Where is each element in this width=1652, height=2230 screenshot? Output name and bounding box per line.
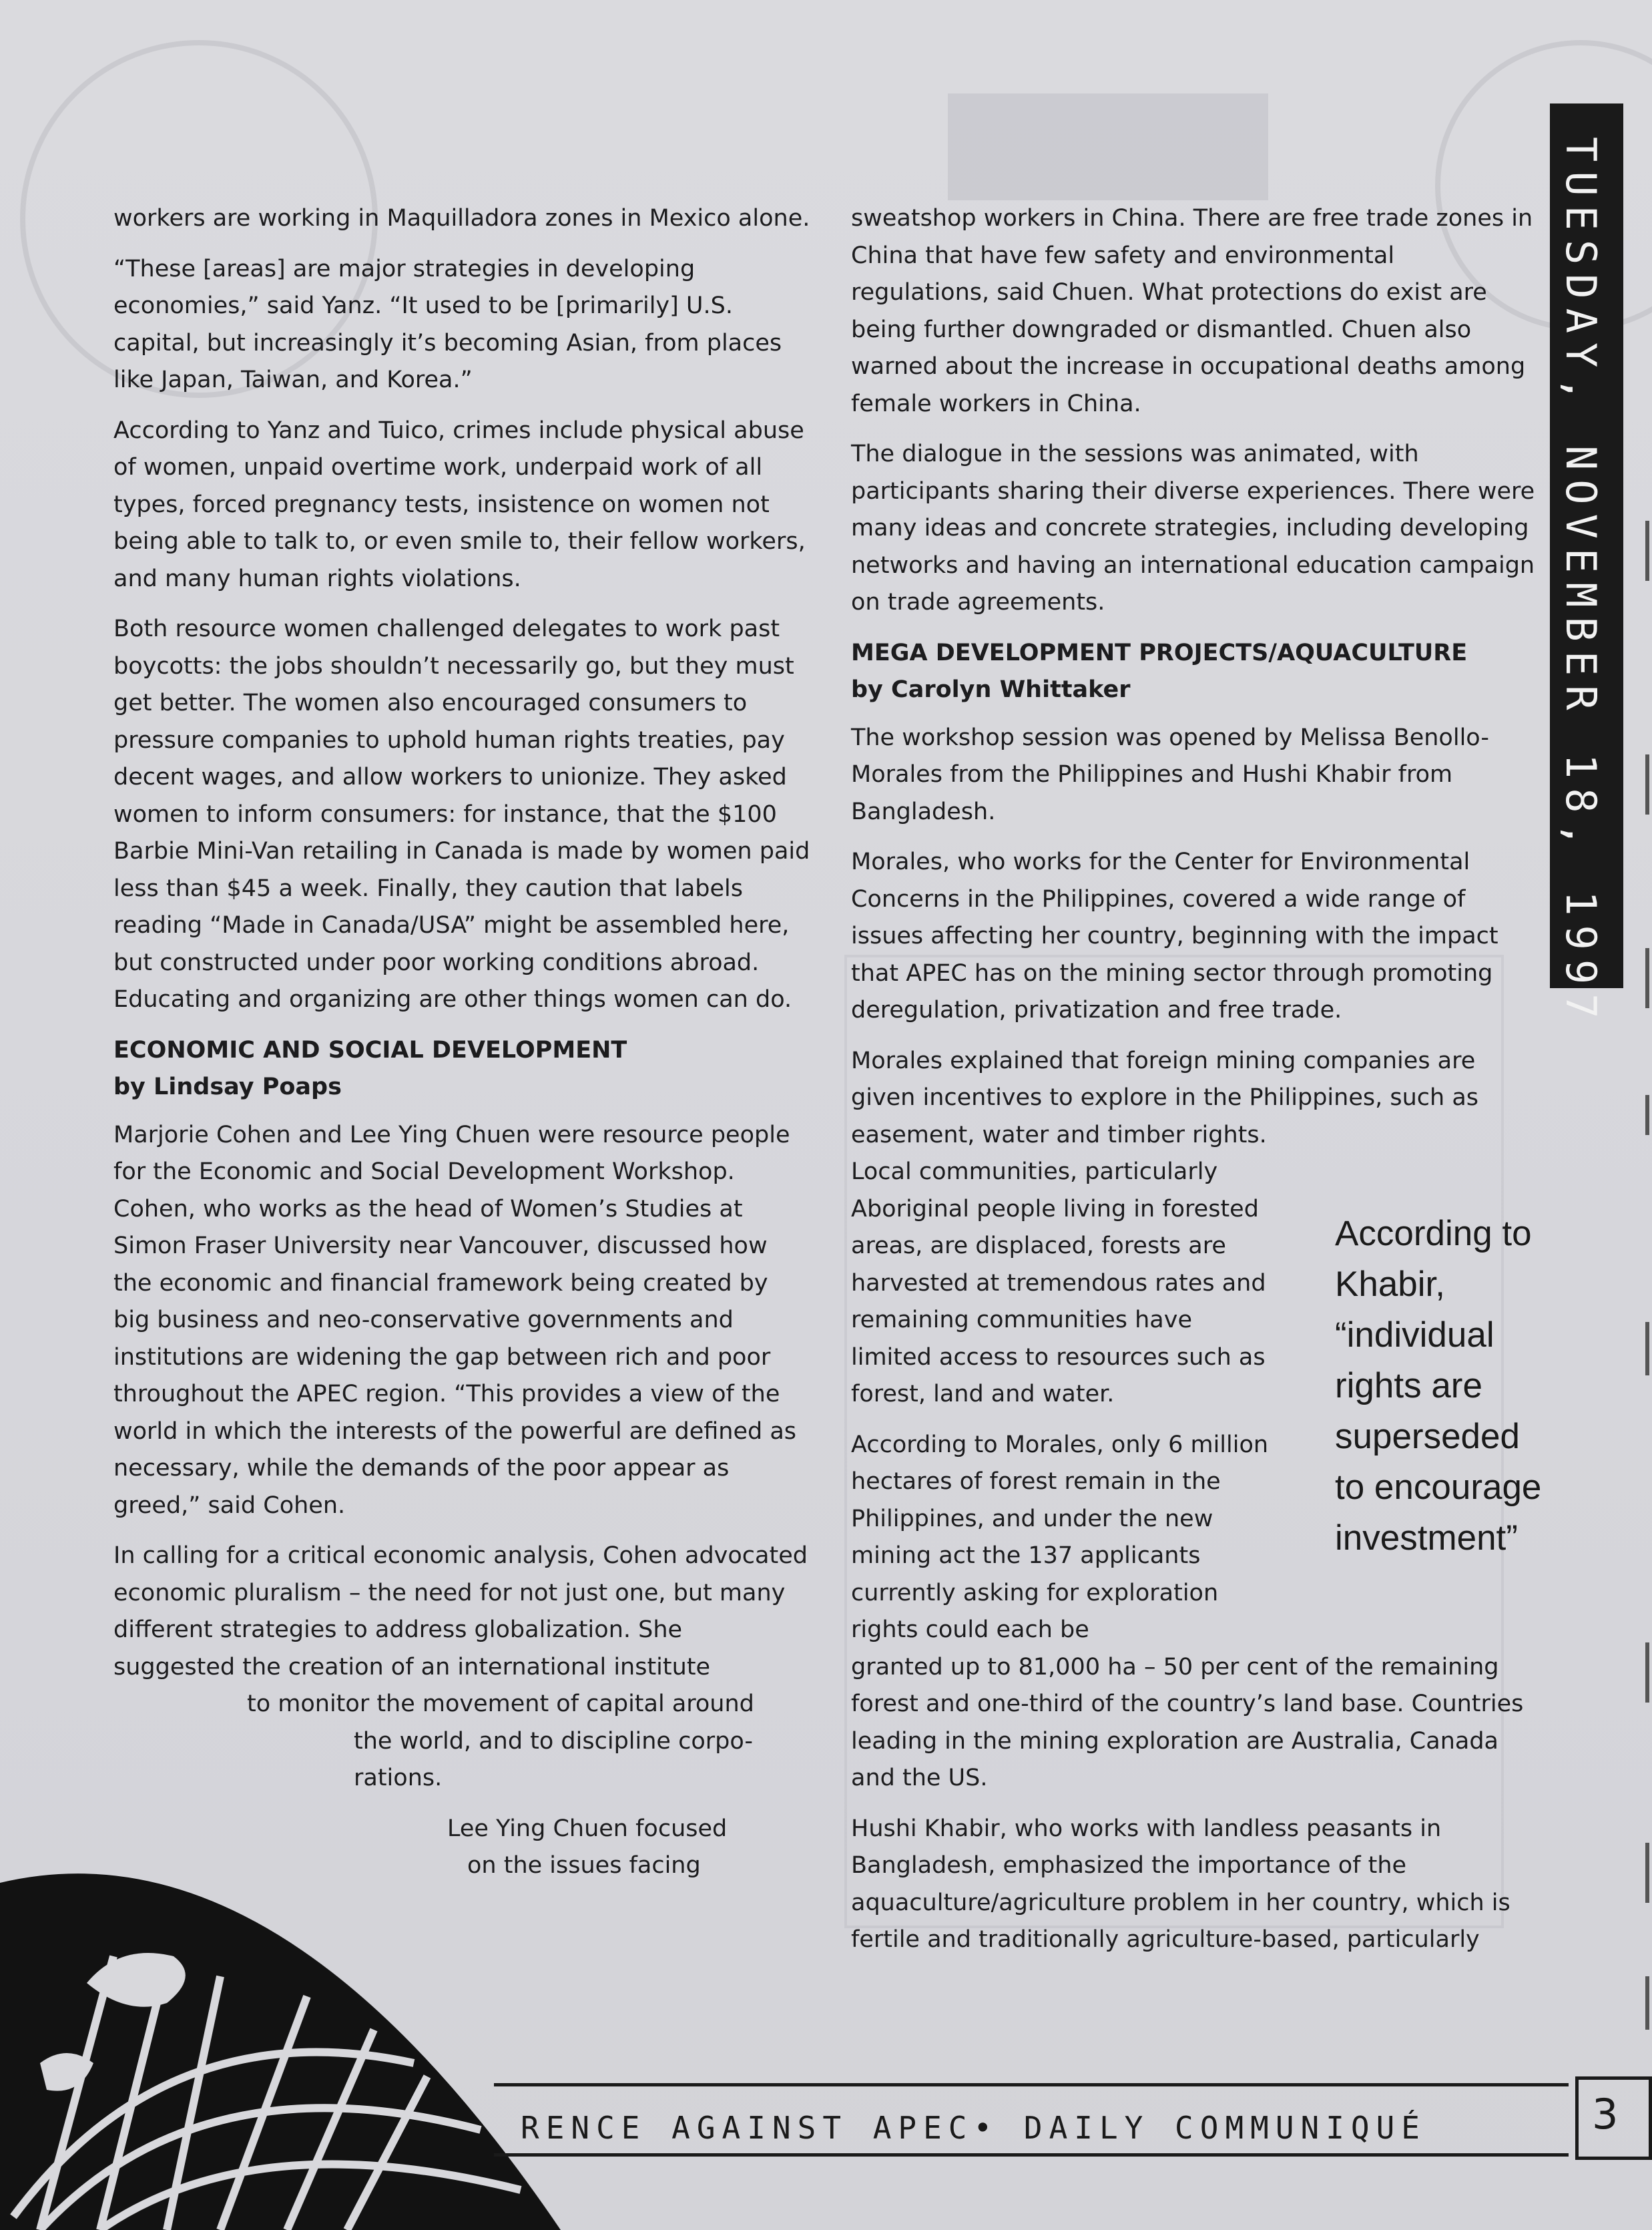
binding-marks	[1639, 0, 1652, 2230]
right-paragraph-2: The dialogue in the sessions was animated, with participants sharing their diverse experiences. There were many ideas and concrete strategies, including developing networks and having an international education campaign on trade agreements.	[851, 441, 1535, 616]
left-paragraph-3: According to Yanz and Tuico, crimes include physical abuse of women, unpaid overtime work, underpaid work of all types, forced pregnancy tests, insistence on women not being able to talk to, or even smile to, their fellow workers, and many human rights violations.	[113, 417, 806, 592]
left-column	[113, 200, 811, 1885]
byline-whittaker: by Carolyn Whittaker	[851, 676, 1131, 703]
left-paragraph-2: “These [areas] are major strategies in developing economies,” said Yanz. “It used to be [primarily] U.S. capital, but increasingly it’s becoming Asian, from places like Japan, Taiwan, and Korea.”	[113, 255, 782, 393]
right-paragraph-7-narrow: According to Morales, only 6 million hectares of forest remain in the Philippines, and under the new mining act the 137 applicants currently asking for exploration rights could each be	[851, 1431, 1269, 1643]
left-paragraph-1: workers are working in Maquilladora zones in Mexico alone.	[113, 205, 810, 232]
left-paragraph-7-line: on the issues facing	[467, 1852, 701, 1879]
left-paragraph-6-line: rations.	[354, 1765, 443, 1791]
right-paragraph-4: Morales, who works for the Center for Environmental Concerns in the Philippines, covered a wide range of issues affecting her country, beginning with the impact that APEC has on the mining sector through promoting deregulation, privatization and free trade.	[851, 849, 1498, 1024]
footer-title: RENCE AGAINST APEC• DAILY COMMUNIQUÉ	[521, 2110, 1426, 2146]
left-paragraph-6-start: In calling for a critical economic analysis, Cohen advocated economic pluralism – the need for not just one, but many different strategies to address globalization. She suggested the creation of an international institute	[113, 1542, 808, 1681]
right-paragraph-6: Local communities, particularly Aboriginal people living in forested areas, are displaced, forests are harvested at tremendous rates and remaining communities have limited access to resources such as forest, land and water.	[851, 1158, 1266, 1407]
left-paragraph-6-line: to monitor the movement of capital around	[247, 1691, 754, 1717]
date-banner-text: TUESDAY, NOVEMBER 18, 1997	[1557, 137, 1605, 1028]
left-paragraph-7-line: Lee Ying Chuen focused	[447, 1815, 728, 1842]
left-paragraph-5: Marjorie Cohen and Lee Ying Chuen were resource people for the Economic and Social Development Workshop. Cohen, who works as the head of Women’s Studies at Simon Fraser University near Vancouver, discussed how the economic and financial framework being created by big business and neo-conservative governments and institutions are widening the gap between rich and poor throughout the APEC region. “This provides a view of the world in which the interests of the powerful are defined as necessary, while the demands of the poor appear as greed,” said Cohen.	[113, 1121, 797, 1519]
globe-logo	[0, 1843, 561, 2230]
right-paragraph-8: Hushi Khabir, who works with landless peasants in Bangladesh, emphasized the importance of the aquaculture/agriculture problem in her country, which is fertile and traditionally agriculture-based, particularly	[851, 1815, 1510, 1953]
page-number: 3	[1592, 2090, 1619, 2139]
left-paragraph-4: Both resource women challenged delegates to work past boycotts: the jobs shouldn’t necessarily go, but they must get better. The women also encouraged consumers to pressure companies to uphold human rights treaties, pay decent wages, and allow workers to unionize. They asked women to inform consumers: for instance, that the $100 Barbie Mini-Van retailing in Canada is made by women paid less than $45 a week. Finally, they caution that labels reading “Made in Canada/USA” might be assembled here, but constructed under poor working conditions abroad. Educating and organizing are other things women can do.	[113, 616, 810, 1013]
byline-poaps: by Lindsay Poaps	[113, 1074, 342, 1100]
pull-quote: According to Khabir, “individual rights are superseded to encourage investment”	[1335, 1214, 1542, 1558]
right-paragraph-1: sweatshop workers in China. There are free trade zones in China that have few safety and environmental regulations, said Chuen. What protections do exist are being further downgraded or dismantled. Chuen also warned about the increase in occupational deaths among female workers in China.	[851, 205, 1533, 417]
section-heading-economic: ECONOMIC AND SOCIAL DEVELOPMENT	[113, 1036, 627, 1064]
section-heading-mega: MEGA DEVELOPMENT PROJECTS/AQUACULTURE	[851, 639, 1468, 666]
right-paragraph-3: The workshop session was opened by Melissa Benollo-Morales from the Philippines and Hushi Khabir from Bangladesh.	[851, 724, 1489, 825]
bleed-through-heading-box	[948, 93, 1268, 200]
right-column	[851, 200, 1539, 1972]
right-paragraph-7-wide: granted up to 81,000 ha – 50 per cent of the remaining forest and one-third of the country’s land base. Countries leading in the mining exploration are Australia, Canada and the US.	[851, 1653, 1524, 1791]
left-paragraph-6-line: the world, and to discipline corpo-	[354, 1727, 754, 1755]
right-paragraph-5: Morales explained that foreign mining companies are given incentives to explore in the Philippines, such as easement, water and timber rights.	[851, 1047, 1479, 1148]
